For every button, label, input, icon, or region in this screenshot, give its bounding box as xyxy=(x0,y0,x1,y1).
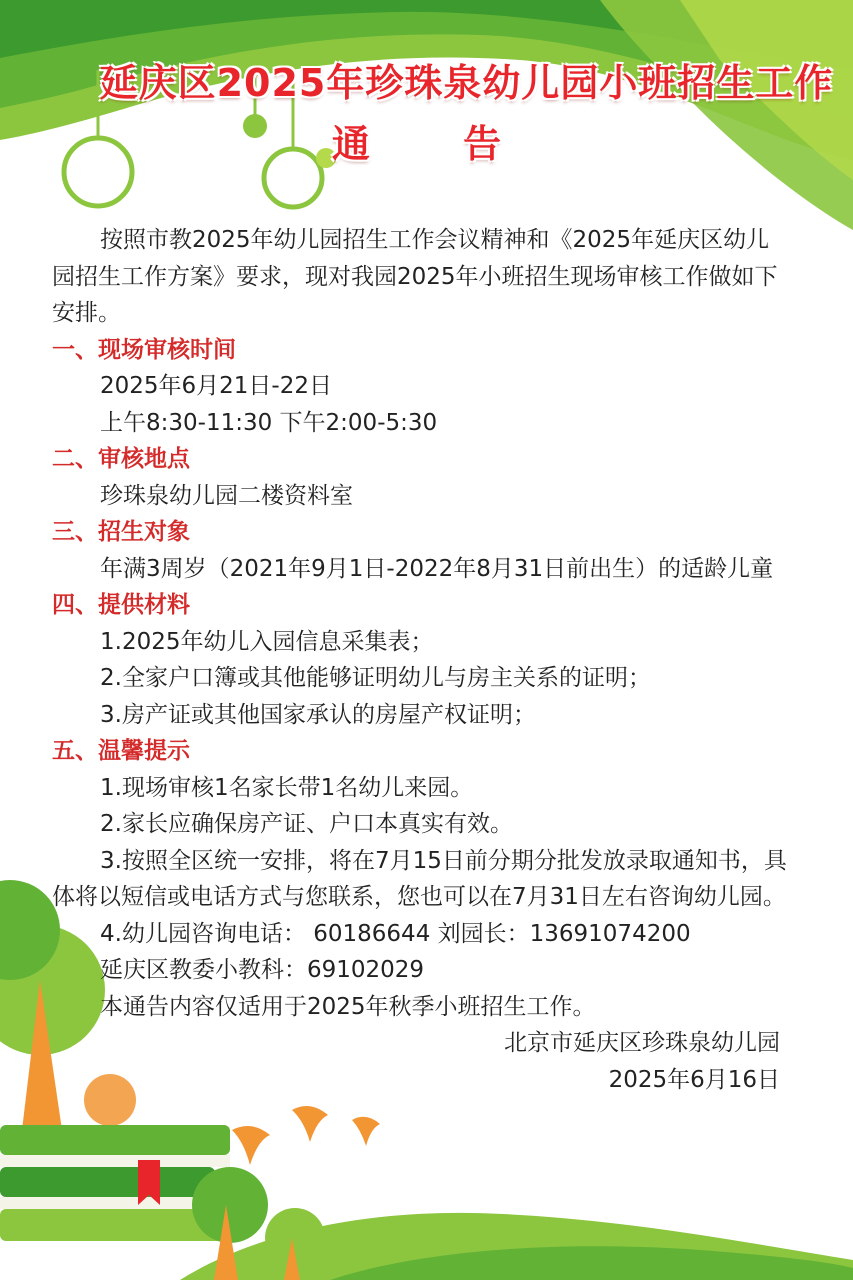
section-heading: 一、现场审核时间 xyxy=(52,336,236,363)
section-line: 3.房产证或其他国家承认的房屋产权证明； xyxy=(100,701,536,728)
section-line: 上午8:30-11:30 下午2:00-5:30 xyxy=(100,409,438,436)
section-audit-location xyxy=(52,441,792,514)
section-line: 2025年6月21日-22日 xyxy=(100,373,332,399)
section-materials xyxy=(52,587,792,733)
section-line: 年满3周岁（2021年9月1日-2022年8月31日前出生）的适龄儿童 xyxy=(100,555,774,582)
section-heading: 三、招生对象 xyxy=(52,519,190,545)
education-office-phone-line: 延庆区教委小教科：69102029 xyxy=(100,957,425,983)
section-line: 3.按照全区统一安排，将在7月15日前分期分批发放录取通知书，具体将以短信或电话方式与您联系，您也可以在7月31日左右咨询幼儿园。 xyxy=(52,847,787,910)
section-enrollment-target xyxy=(52,514,792,587)
title-line-2: 通 告 xyxy=(331,122,542,166)
signature-date: 2025年6月16日 xyxy=(608,1066,780,1093)
section-line: 本通告内容仅适用于2025年秋季小班招生工作。 xyxy=(100,993,596,1020)
title-line-1: 延庆区2025年珍珠泉幼儿园小班招生工作 xyxy=(99,61,834,105)
notice-body xyxy=(52,222,792,1098)
signature-org: 北京市延庆区珍珠泉幼儿园 xyxy=(504,1030,780,1056)
section-tips xyxy=(52,733,792,1025)
section-heading: 五、温馨提示 xyxy=(52,738,190,764)
contact-phone-line: 4.幼儿园咨询电话： 60186644 刘园长：13691074200 xyxy=(100,920,691,947)
section-heading: 二、审核地点 xyxy=(52,446,190,472)
section-audit-time xyxy=(52,332,792,442)
section-line: 2.家长应确保房产证、户口本真实有效。 xyxy=(100,811,513,837)
section-line: 珍珠泉幼儿园二楼资料室 xyxy=(100,482,353,509)
section-line: 1.2025年幼儿入园信息采集表； xyxy=(100,628,434,655)
birds-decoration xyxy=(232,1106,380,1165)
section-heading: 四、提供材料 xyxy=(52,592,190,618)
section-line: 2.全家户口簿或其他能够证明幼儿与房主关系的证明； xyxy=(100,665,651,691)
notice-title xyxy=(0,52,853,168)
intro-paragraph: 按照市教2025年幼儿园招生工作会议精神和《2025年延庆区幼儿园招生工作方案》要求，现对我园2025年小班招生现场审核工作做如下安排。 xyxy=(52,227,778,326)
section-line: 1.现场审核1名家长带1名幼儿来园。 xyxy=(100,774,474,801)
